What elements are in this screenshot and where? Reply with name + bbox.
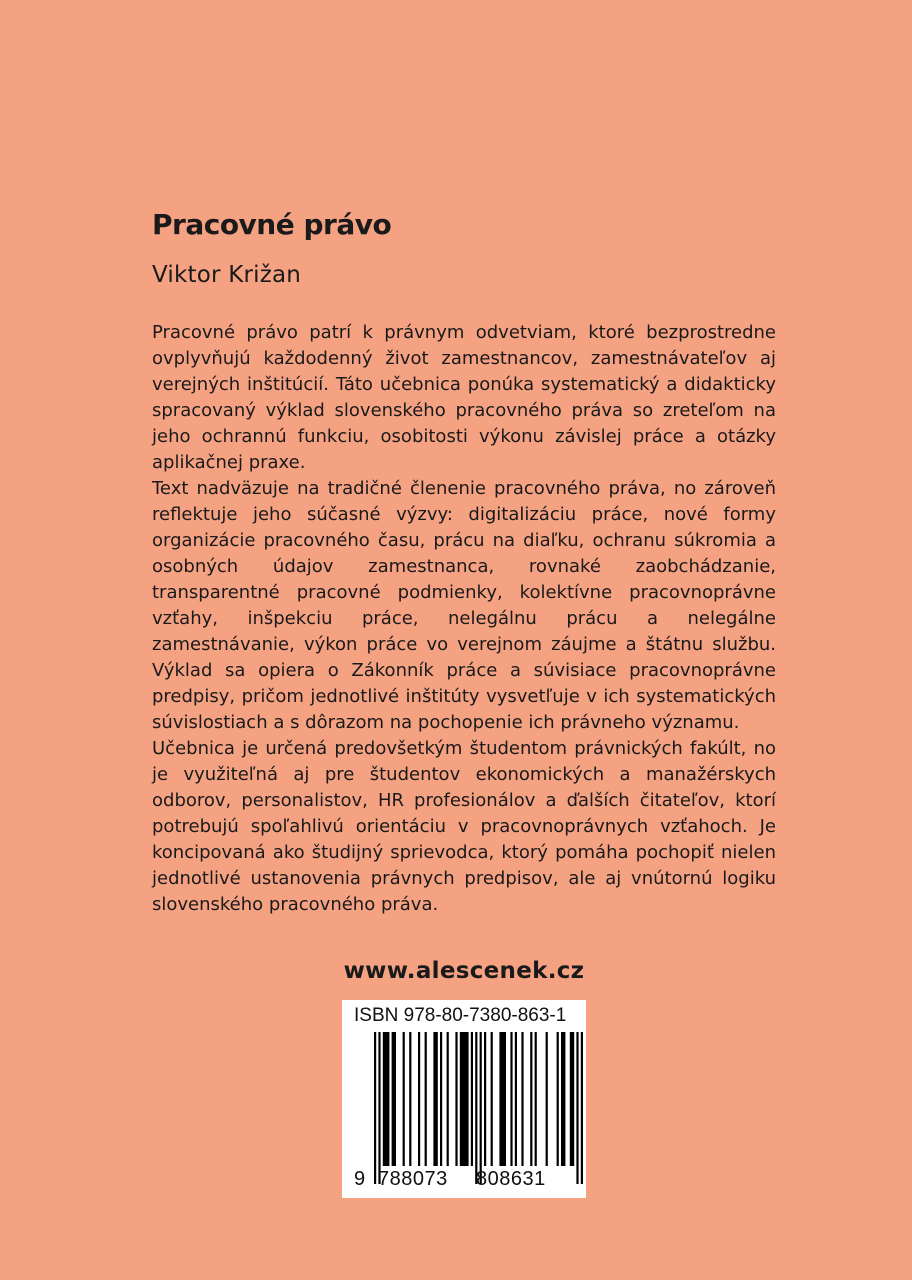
- barcode-bar: [557, 1032, 559, 1166]
- barcode-bar: [455, 1032, 457, 1166]
- barcode-bar: [570, 1032, 574, 1166]
- blurb-paragraph-2: Text nadväzuje na tradičné členenie pracovného práva, no zároveň reflektuje jeho súčasné výzvy: digitalizáciu práce, nové formy organizácie pracovného času, prácu na diaľku, ochranu súkromia a osobných údajov zamestnanca, rovnaké zaobchádzanie, transparentné pracovné podmienky, kolektívne pracovnoprávne vzťahy, inšpekciu práce, nelegálnu prácu a nelegálne zamestnávanie, výkon práce vo verejnom záujme a štátnu službu. Výklad sa opiera o Zákonník práce a súvisiace pracovnoprávne predpisy, pričom jednotlivé inštitúty vysvetľuje v ich systematických súvislostiach a s dôrazom na pochopenie ich právneho významu.: [152, 478, 776, 733]
- barcode-bar: [484, 1032, 486, 1166]
- barcode-bar: [491, 1032, 493, 1166]
- barcode-bar: [433, 1032, 437, 1166]
- publisher-url: www.alescenek.cz: [343, 958, 585, 984]
- barcode-bar: [425, 1032, 427, 1166]
- barcode-bar: [418, 1032, 420, 1166]
- barcode-digit-first: 9: [354, 1168, 366, 1190]
- blurb-paragraph-3: Učebnica je určená predovšetkým študentom právnických fakúlt, no je využiteľná aj pre študentov ekonomických a manažérskych odborov, personalistov, HR profesionálov a ďalších čitateľov, ktorí potrebujú spoľahlivú orientáciu v pracovnoprávnych vzťahoch. Je koncipovaná ako študijný sprievodca, ktorý pomáha pochopiť nielen jednotlivé ustanovenia právnych predpisov, ale aj vnútornú logiku slovenského pracovného práva.: [152, 738, 776, 915]
- barcode-bar: [530, 1032, 532, 1166]
- barcode-bar: [475, 1032, 477, 1184]
- barcode-bar: [535, 1032, 537, 1166]
- barcode-bar: [581, 1032, 583, 1184]
- barcode-bar: [546, 1032, 548, 1166]
- barcode-bar: [561, 1032, 565, 1166]
- barcode-bar: [510, 1032, 512, 1166]
- barcode-bar: [521, 1032, 523, 1166]
- barcode-bar: [374, 1032, 376, 1184]
- barcode-digits-right: 808631: [476, 1168, 546, 1190]
- barcode-bar: [471, 1032, 473, 1166]
- barcode-bar: [440, 1032, 442, 1166]
- barcode-digits-left: 788073: [378, 1168, 448, 1190]
- barcode-bar: [403, 1032, 405, 1166]
- isbn-barcode: [342, 1000, 586, 1198]
- book-author: Viktor Križan: [152, 262, 302, 288]
- blurb-paragraph-1: Pracovné právo patrí k právnym odvetviam, ktoré bezprostredne ovplyvňujú každodenný život zamestnancov, zamestnávateľov aj verejných inštitúcií. Táto učebnica ponúka systematický a didakticky spracovaný výklad slovenského pracovného práva so zreteľom na jeho ochrannú funkciu, osobitosti výkonu závislej práce a otázky aplikačnej praxe.: [152, 322, 776, 473]
- barcode-bar: [515, 1032, 517, 1166]
- barcode-bar: [576, 1032, 578, 1184]
- blurb-text: [152, 320, 776, 918]
- book-title: Pracovné právo: [152, 208, 392, 241]
- barcode-bar: [447, 1032, 449, 1166]
- isbn-label: ISBN 978-80-7380-863-1: [354, 1005, 567, 1026]
- barcode-bar: [392, 1032, 396, 1166]
- barcode-bar: [499, 1032, 506, 1166]
- barcode-bar: [480, 1032, 482, 1184]
- barcode-bar: [383, 1032, 390, 1166]
- barcode-bar: [460, 1032, 469, 1166]
- barcode-bar: [378, 1032, 380, 1184]
- barcode-bar: [409, 1032, 411, 1166]
